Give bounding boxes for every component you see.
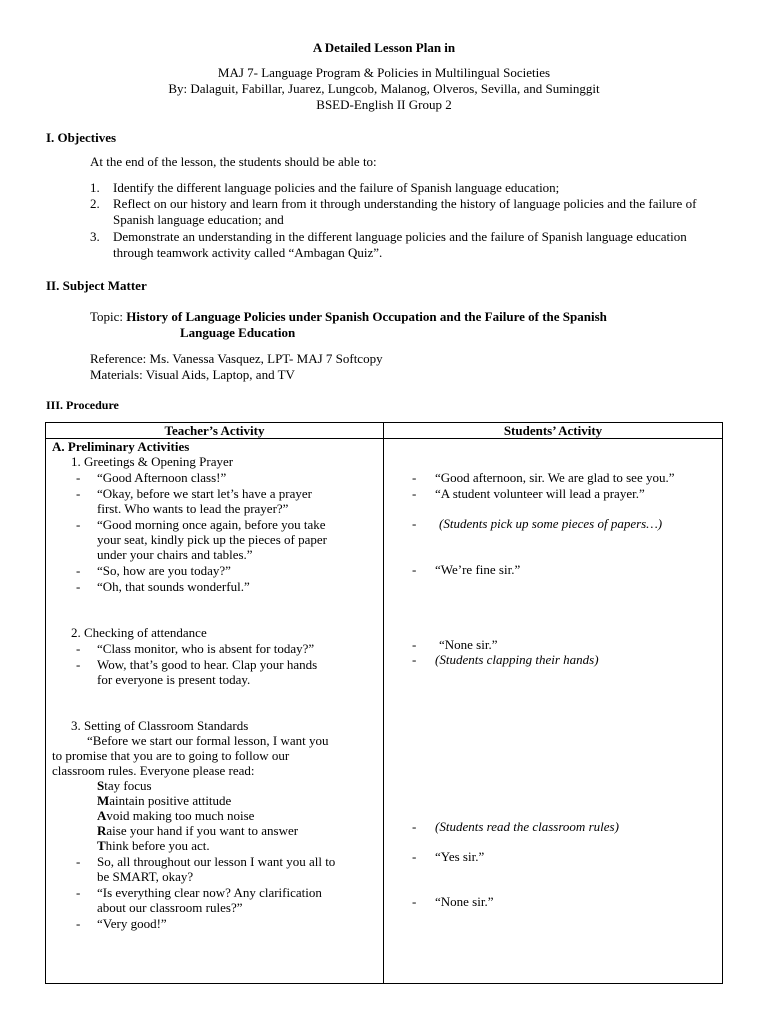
procedure-heading: III. Procedure [46,398,119,412]
bullet-dash: - [412,516,417,531]
sub-greetings: 1. Greetings & Opening Prayer [71,454,234,469]
teacher-line: “Is everything clear now? Any clarification [97,885,322,900]
subject-matter-heading: II. Subject Matter [46,278,147,293]
teacher-line: “Very good!” [97,916,167,931]
teacher-line: be SMART, okay? [97,869,194,884]
objective-text: Identify the different language policies and the failure of Spanish language education; [113,180,560,195]
students-activity-header: Students’ Activity [384,423,723,439]
objective-number: 3. [90,229,100,244]
student-line: “We’re fine sir.” [435,562,521,577]
teacher-line: classroom rules. Everyone please read: [52,763,255,778]
objectives-intro: At the end of the lesson, the students should be able to: [90,154,377,169]
teacher-activity-header: Teacher’s Activity [46,423,384,439]
teacher-line: “Good Afternoon class!” [97,470,227,485]
bullet-dash: - [76,916,81,931]
bullet-dash: - [76,470,81,485]
student-line: “None sir.” [435,894,494,909]
smart-rule [97,823,298,838]
teacher-line: to promise that you are to going to follow our [52,748,290,763]
students-activity-cell [384,439,723,984]
smart-rule [97,778,152,793]
objective-text: Demonstrate an understanding in the different language policies and the failure of Spanish language education through teamwork activity called “Ambagan Quiz”. [113,229,687,260]
student-line: “Good afternoon, sir. We are glad to see you.” [435,470,675,485]
topic-block [90,309,718,341]
smart-text: tay focus [104,778,152,793]
bullet-dash: - [412,819,417,834]
teacher-line: under your chairs and tables.” [97,547,253,562]
student-line: (Students clapping their hands) [435,652,599,667]
smart-rule [97,793,231,808]
procedure-table [45,422,723,984]
teacher-line: first. Who wants to lead the prayer?” [97,501,289,516]
bullet-dash: - [412,562,417,577]
procedure-table-header [46,423,723,439]
teacher-line: “Good morning once again, before you take [97,517,326,532]
smart-text: void making too much noise [106,808,255,823]
teacher-line: “Before we start our formal lesson, I want you [87,733,329,748]
teacher-line: “Class monitor, who is absent for today?” [97,641,315,656]
teacher-line: your seat, kindly pick up the pieces of paper [97,532,327,547]
smart-letter: S [97,778,105,793]
objective-number: 2. [90,196,100,211]
teacher-line: for everyone is present today. [97,672,251,687]
smart-rule [97,808,254,823]
teacher-line: “Okay, before we start let’s have a prayer [97,486,312,501]
smart-letter: A [97,808,107,823]
topic-label: Topic: [90,309,124,324]
bullet-dash: - [76,486,81,501]
topic-line-1: History of Language Policies under Spanish Occupation and the Failure of the Spanish [126,309,607,324]
objective-text: Reflect on our history and learn from it through understanding the history of language policies and the failure of Spanish language education; and [113,196,697,227]
teacher-line: So, all throughout our lesson I want you all to [97,854,336,869]
smart-letter: M [97,793,110,808]
sub-attendance: 2. Checking of attendance [71,625,207,640]
section-line: BSED-English II Group 2 [316,97,452,112]
student-line: “Yes sir.” [435,849,485,864]
objectives-heading: I. Objectives [46,130,117,145]
student-line: (Students pick up some pieces of papers…) [439,516,663,531]
teacher-line: “So, how are you today?” [97,563,231,578]
bullet-dash: - [76,854,81,869]
bullet-dash: - [412,486,417,501]
smart-letter: R [97,823,107,838]
bullet-dash: - [76,563,81,578]
bullet-dash: - [76,885,81,900]
topic-line-2: Language Education [180,325,296,340]
smart-text: hink before you act. [105,838,210,853]
materials-line: Materials: Visual Aids, Laptop, and TV [90,367,295,382]
objective-number: 1. [90,180,100,195]
smart-rule [97,838,210,853]
teacher-line: “Oh, that sounds wonderful.” [97,579,250,594]
smart-text: aise your hand if you want to answer [106,823,299,838]
teacher-activity-cell [46,439,384,984]
smart-text: aintain positive attitude [109,793,232,808]
reference-line: Reference: Ms. Vanessa Vasquez, LPT- MAJ 7 Softcopy [90,351,383,366]
smart-letter: T [97,838,106,853]
teacher-line: Wow, that’s good to hear. Clap your hands [97,657,318,672]
student-line: “A student volunteer will lead a prayer.” [435,486,645,501]
student-line: “None sir.” [439,637,498,652]
section-a-title: A. Preliminary Activities [52,439,190,454]
bullet-dash: - [412,894,417,909]
bullet-dash: - [76,641,81,656]
document-title: A Detailed Lesson Plan in [312,40,456,55]
sub-standards: 3. Setting of Classroom Standards [71,718,249,733]
course-line: MAJ 7- Language Program & Policies in Multilingual Societies [217,65,551,80]
bullet-dash: - [76,579,81,594]
student-line: (Students read the classroom rules) [435,819,619,834]
bullet-dash: - [76,657,81,672]
bullet-dash: - [412,652,417,667]
bullet-dash: - [412,470,417,485]
bullet-dash: - [76,517,81,532]
teacher-line: about our classroom rules?” [97,900,243,915]
bullet-dash: - [412,637,417,652]
bullet-dash: - [412,849,417,864]
authors-line: By: Dalaguit, Fabillar, Juarez, Lungcob, Malanog, Olveros, Sevilla, and Suminggit [168,81,600,96]
